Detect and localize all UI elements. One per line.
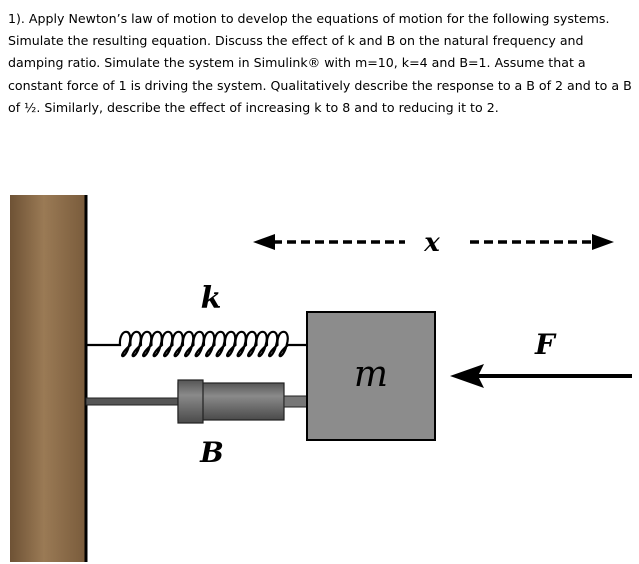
damper	[86, 380, 307, 423]
damper-label: B	[200, 436, 224, 469]
force-label: F	[535, 328, 555, 361]
mass-label: m	[353, 354, 389, 395]
damper-rod-right	[284, 396, 307, 407]
damper-piston-cap	[178, 380, 203, 423]
spring	[86, 332, 307, 356]
force-arrow	[450, 364, 632, 388]
spring-label: k	[200, 281, 222, 316]
damper-rod-left	[86, 398, 178, 405]
wall	[10, 195, 85, 562]
displacement-label: x	[424, 228, 440, 258]
problem-statement: 1). Apply Newton’s law of motion to develop the equations of motion for the following systems. Simulate the resulting equation. Discuss the effect of k and B on the natural frequency and damping ratio. Simulate the system in Simulink® with m=10, k=4 and B=1. Assume that a constant force of 1 is driving the system. Qualitatively describe the response to a B of 2 and to a B of ½. Similarly, describe the effect of increasing k to 8 and to reducing it to 2.	[8, 11, 632, 115]
